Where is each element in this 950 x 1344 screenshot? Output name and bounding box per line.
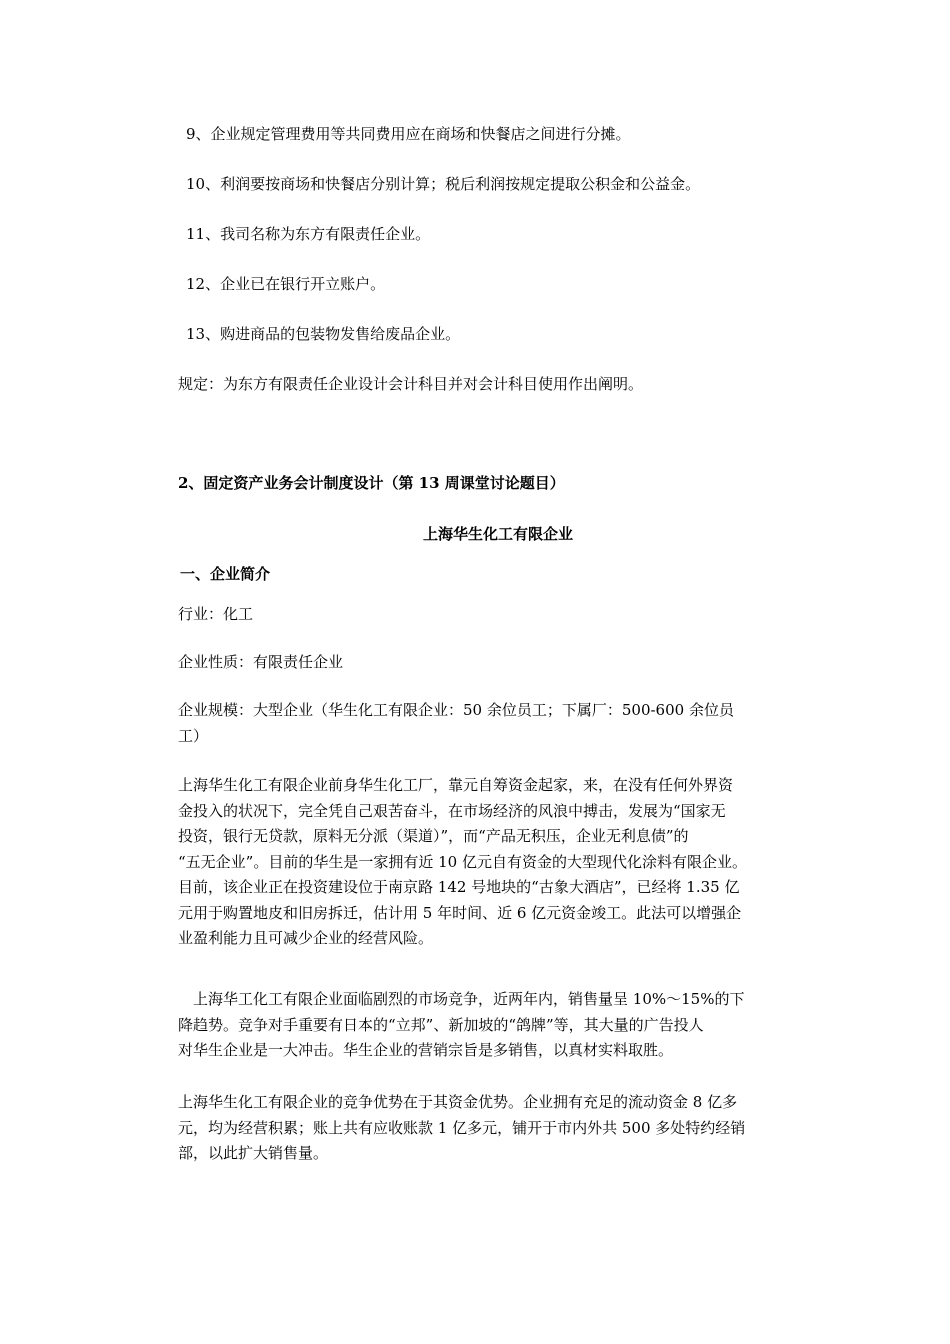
intro-heading: 一、企业简介 [180,565,271,583]
scale-line: 企业规模：大型企业（华生化工有限企业：50 余位员工；下属厂：500-600 余位员 [178,701,734,719]
paragraph-line: 上海华生化工有限企业前身华生化工厂，靠元自筹资金起家，来，在没有任何外界资 [178,776,734,794]
paragraph-line: 投资，银行无贷款，原料无分派（渠道）”，而“产品无积压，企业无利息债”的 [178,827,689,845]
requirement-text: 规定：为东方有限责任企业设计会计科目并对会计科目使用作出阐明。 [178,375,644,393]
company-title: 上海华生化工有限企业 [422,525,573,543]
section-heading: 2、固定资产业务会计制度设计（第 13 周课堂讨论题目） [178,474,565,492]
paragraph-line: 元用于购置地皮和旧房拆迁，估计用 5 年时间、近 6 亿元资金竣工。此法可以增强企 [178,903,742,922]
scale-paragraph [178,698,818,749]
paragraph-line: 上海华工化工有限企业面临剧烈的市场竞争，近两年内，销售量呈 10%～15%的下 [178,990,745,1008]
paragraph-line: “五无企业”。目前的华生是一家拥有近 10 亿元自有资金的大型现代化涂料有限企业。 [178,852,747,871]
list-item-10: 10、利润要按商场和快餐店分别计算；税后利润按规定提取公积金和公益金。 [186,175,701,193]
paragraph-line: 元，均为经营积累；账上共有应收账款 1 亿多元，铺开于市内外共 500 多处特约经销 [178,1118,746,1137]
industry-text: 行业：化工 [178,605,254,623]
paragraph-line: 上海华生化工有限企业的竞争优势在于其资金优势。企业拥有充足的流动资金 8 亿多 [178,1093,738,1111]
paragraph-line: 金投入的状况下，完全凭自己艰苦奋斗，在市场经济的风浪中搏击，发展为“国家无 [178,801,726,820]
list-item-9: 9、企业规定管理费用等共同费用应在商场和快餐店之间进行分摊。 [186,125,631,143]
paragraph-line: 业盈利能力且可减少企业的经营风险。 [178,929,434,947]
scale-line: 工） [178,726,209,745]
advantage-paragraph [178,1090,818,1167]
nature-text: 企业性质：有限责任企业 [178,653,344,671]
paragraph-line: 对华生企业是一大冲击。华生企业的营销宗旨是多销售，以真材实料取胜。 [178,1041,674,1059]
competition-paragraph [178,987,818,1064]
paragraph-line: 降趋势。竞争对手重要有日本的“立邦”、新加坡的“鸽牌”等，其大量的广告投人 [178,1015,704,1034]
list-item-12: 12、企业已在银行开立账户。 [186,275,386,293]
company-history-paragraph [178,773,818,952]
paragraph-line: 部，以此扩大销售量。 [178,1144,329,1162]
list-item-11: 11、我司名称为东方有限责任企业。 [186,225,431,243]
paragraph-line: 目前，该企业正在投资建设位于南京路 142 号地块的“古象大酒店”，已经将 1.35 亿 [178,878,740,896]
list-item-13: 13、购进商品的包装物发售给废品企业。 [186,325,461,343]
